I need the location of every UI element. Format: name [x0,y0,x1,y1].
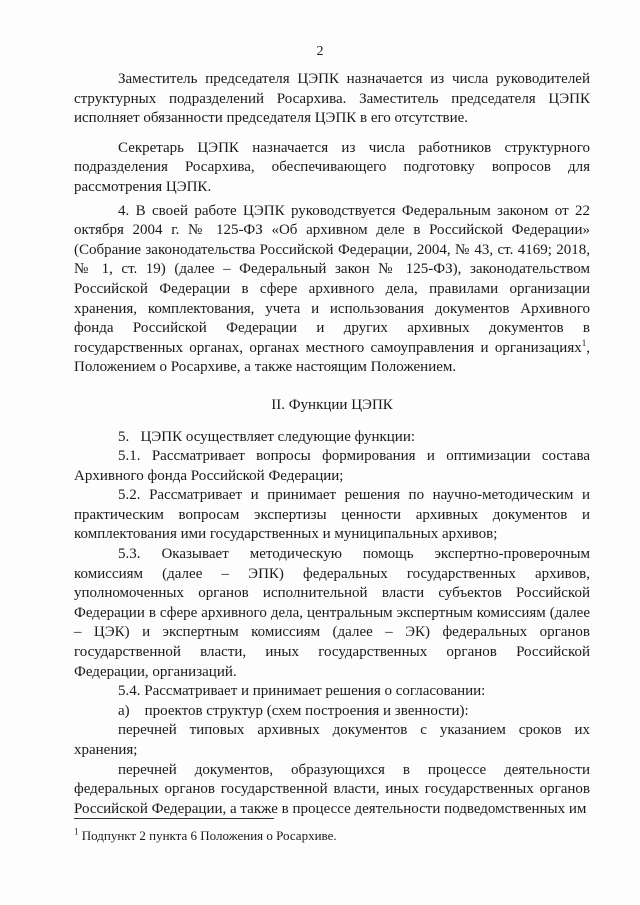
section-heading: II. Функции ЦЭПК [271,396,393,413]
footnote-mark: 1 [74,826,79,837]
paragraph-legal-basis [74,202,590,378]
footnote-reference: 1 [581,337,587,348]
function-item-5-2: 5.2. Рассматривает и принимает решения по научно-методическим и практическим вопросам экспертизы ценности архивных документов и комплектования ими государственных и муниципальных архивов; [74,487,590,543]
footnote-text: Подпункт 2 пункта 6 Положения о Росархиве. [78,828,337,843]
function-item-5-3: 5.3. Оказывает методическую помощь экспертно-проверочным комиссиям (далее – ЭПК) федеральных государственных архивов, уполномоченных органов исполнительной власти субъектов Российской Федерации в сфере архивного дела, центральным экспертным комиссиям (далее – ЦЭК) и экспертным комиссиям (далее – ЭК) федеральных органов государственной власти, иных государственных органов Российской Федерации, организаций. [74,546,590,680]
footnote-divider [74,818,274,819]
paragraph-deputy-chair: Заместитель председателя ЦЭПК назначается из числа руководителей структурных подразделений Росархива. Заместитель председателя ЦЭПК исполняет обязанности председателя ЦЭПК в его отсутствие. [74,71,590,127]
paragraph-legal-basis-tail: , Положением о Росархиве, а также настоящим Положением. [74,339,590,376]
function-item-5-4: 5.4. Рассматривает и принимает решения о согласовании: [118,683,486,700]
function-item-doc-lists: перечней документов, образующихся в процессе деятельности федеральных органов государственной власти, иных государственных органов Российской Федерации, а также в процессе деятельности подведомственных им [74,761,590,817]
document-body [74,70,590,819]
function-item-5-1: 5.1. Рассматривает вопросы формирования и оптимизации состава Архивного фонда Российской Федерации; [74,448,590,484]
page-number: 2 [316,44,324,59]
function-item-5-4-a: а) проектов структур (схем построения и звенности): [118,702,469,719]
paragraph-secretary: Секретарь ЦЭПК назначается из числа работников структурного подразделения Росархива, обеспечивающего подготовку вопросов для рассмотрения ЦЭПК. [74,139,590,195]
function-item-5: 5. ЦЭПК осуществляет следующие функции: [118,428,416,445]
footnote [74,828,590,844]
function-item-typical-docs: перечней типовых архивных документов с указанием сроков их хранения; [74,722,590,758]
paragraph-legal-basis-text: 4. В своей работе ЦЭПК руководствуется Федеральным законом от 22 октября 2004 г. № 125-ФЗ «Об архивном деле в Российской Федерации» (Собрание законодательства Российской Федерации, 2004, № 43, ст. 4169; 2018, № 1, ст. 19) (далее – Федеральный закон № 125-ФЗ), законодательством Российской Федерации в сфере архивного дела, правилами организации хранения, комплектования, учета и использования документов Архивного фонда Российской Федерации и других архивных документов в государственных органах, органах местного самоуправления и организациях [74,202,590,356]
